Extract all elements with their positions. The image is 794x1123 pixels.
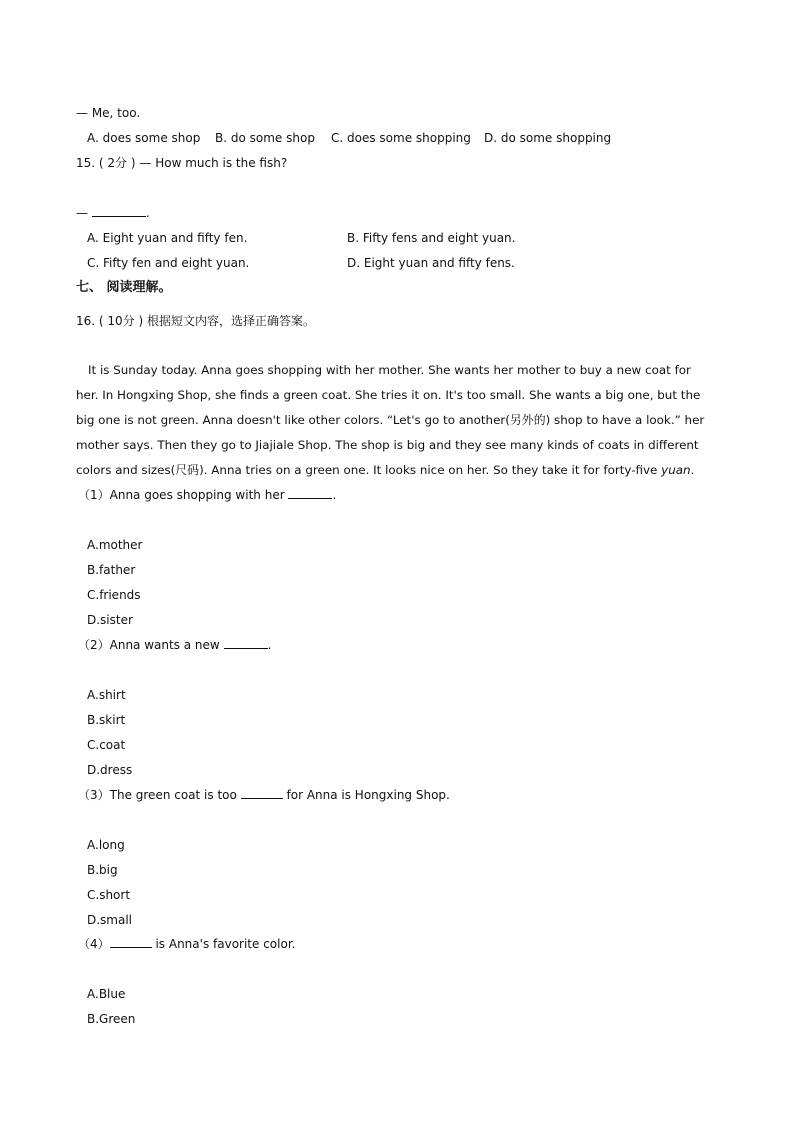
sub-question-1-option-d[interactable]: D.sister — [87, 613, 133, 627]
passage-end: . — [690, 463, 695, 477]
q15-option-d[interactable]: D. Eight yuan and fifty fens. — [347, 256, 515, 270]
sub-question-3-option-a[interactable]: A.long — [87, 838, 125, 852]
sub-question-1-option-a[interactable]: A.mother — [87, 538, 143, 552]
q16-number: 16. — [76, 314, 96, 328]
sub-question-3-option-d[interactable]: D.small — [87, 913, 133, 927]
section-heading: 七、 阅读理解。 — [76, 280, 172, 295]
sub-question-2-option-d[interactable]: D.dress — [87, 763, 133, 777]
q15-answer-period: . — [145, 206, 150, 220]
sub-question-3-label: （3）The green coat is too — [78, 788, 237, 802]
sub-question-1-option-b[interactable]: B.father — [87, 563, 136, 577]
passage-italic: yuan — [661, 463, 691, 477]
q14-option-c[interactable]: C. does some shopping — [331, 131, 471, 145]
sub-question-4-option-a[interactable]: A.Blue — [87, 987, 126, 1001]
q14-option-b[interactable]: B. do some shop — [215, 131, 315, 145]
q15-number: 15. — [76, 156, 96, 170]
q14-option-a[interactable]: A. does some shop — [87, 131, 201, 145]
sub-question-1-tail: . — [332, 488, 337, 502]
sub-question-2-tail: . — [267, 638, 272, 652]
sub-question-2-blank[interactable] — [224, 637, 268, 649]
q14-option-d[interactable]: D. do some shopping — [484, 131, 612, 145]
q15-score: ( 2分 ) — [98, 156, 136, 170]
q16-score: ( 10分 ) — [98, 314, 144, 328]
sub-question-2 — [78, 637, 271, 653]
q15-option-a[interactable]: A. Eight yuan and fifty fen. — [87, 231, 248, 245]
q15-answer-blank[interactable] — [92, 205, 146, 217]
q15-answer-dash: — — [76, 206, 88, 220]
q15-question: — How much is the fish? — [139, 156, 288, 170]
sub-question-1-option-c[interactable]: C.friends — [87, 588, 141, 602]
sub-question-2-option-b[interactable]: B.skirt — [87, 713, 126, 727]
sub-question-4-blank[interactable] — [110, 936, 152, 948]
q16-header — [76, 313, 315, 329]
sub-question-4-label: （4） — [78, 937, 110, 951]
sub-question-2-option-c[interactable]: C.coat — [87, 738, 126, 752]
q15-answer-line — [76, 205, 150, 221]
q16-instruction: 根据短文内容，选择正确答案。 — [147, 314, 316, 328]
reading-passage — [76, 358, 716, 483]
sub-question-3-blank[interactable] — [241, 787, 283, 799]
q15-question-line — [76, 155, 287, 171]
sub-question-3-tail: for Anna is Hongxing Shop. — [286, 788, 450, 802]
sub-question-3 — [78, 787, 450, 803]
q15-option-b[interactable]: B. Fifty fens and eight yuan. — [347, 231, 516, 245]
sub-question-2-option-a[interactable]: A.shirt — [87, 688, 126, 702]
q15-option-c[interactable]: C. Fifty fen and eight yuan. — [87, 256, 250, 270]
sub-question-1-label: （1）Anna goes shopping with her — [78, 488, 285, 502]
sub-question-1 — [78, 487, 336, 503]
sub-question-1-blank[interactable] — [288, 487, 332, 499]
q14-response: — Me, too. — [76, 106, 141, 120]
sub-question-3-option-b[interactable]: B.big — [87, 863, 118, 877]
sub-question-4 — [78, 936, 295, 952]
sub-question-4-tail: is Anna's favorite color. — [155, 937, 296, 951]
passage-main: It is Sunday today. Anna goes shopping with her mother. She wants her mother to buy a new coat for her. In Hongxing Shop, she finds a green coat. She tries it on. It's too small. She wants a big one, but the big one is not green. Anna doesn't like other colors. “Let's go to another(另外的) shop to have a look.” her mother says. Then they go to Jiajiale Shop. The shop is big and they see many kinds of coats in different colors and sizes(尺码). Anna tries on a green one. It looks nice on her. So they take it for forty-five — [76, 363, 705, 477]
sub-question-2-label: （2）Anna wants a new — [78, 638, 220, 652]
sub-question-3-option-c[interactable]: C.short — [87, 888, 131, 902]
sub-question-4-option-b[interactable]: B.Green — [87, 1012, 136, 1026]
